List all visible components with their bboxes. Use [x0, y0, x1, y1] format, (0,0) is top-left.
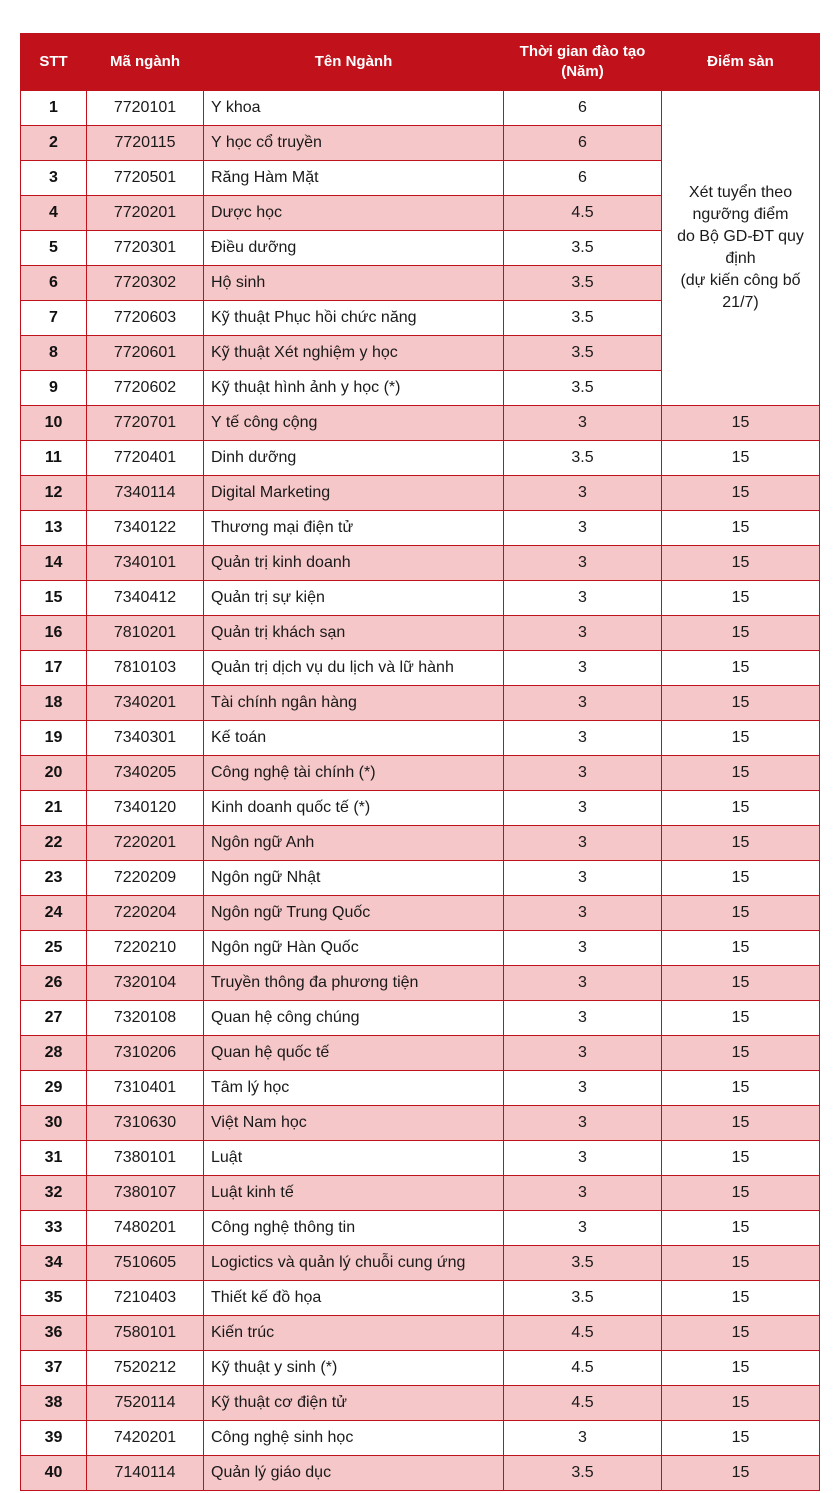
- cell-code: 7340122: [87, 511, 204, 546]
- cell-stt: 24: [21, 896, 87, 931]
- cell-name: Y tế công cộng: [204, 406, 504, 441]
- cell-name: Digital Marketing: [204, 476, 504, 511]
- cell-stt: 8: [21, 336, 87, 371]
- cell-code: 7720115: [87, 126, 204, 161]
- cell-code: 7340201: [87, 686, 204, 721]
- cell-name: Điều dưỡng: [204, 231, 504, 266]
- cell-name: Tài chính ngân hàng: [204, 686, 504, 721]
- cell-score: 15: [662, 1281, 820, 1316]
- table-row: [21, 511, 820, 546]
- cell-score: 15: [662, 931, 820, 966]
- cell-score: 15: [662, 966, 820, 1001]
- note-line: Xét tuyển theo: [688, 184, 793, 201]
- cell-stt: 30: [21, 1106, 87, 1141]
- cell-score: 15: [662, 616, 820, 651]
- cell-stt: 33: [21, 1211, 87, 1246]
- cell-score: 15: [662, 1211, 820, 1246]
- cell-years: 3: [504, 826, 662, 861]
- cell-years: 3: [504, 1211, 662, 1246]
- cell-years: 6: [504, 126, 662, 161]
- cell-stt: 2: [21, 126, 87, 161]
- table-row: [21, 966, 820, 1001]
- cell-name: Y khoa: [204, 91, 504, 126]
- cell-stt: 1: [21, 91, 87, 126]
- table-row: [21, 931, 820, 966]
- cell-code: 7720602: [87, 371, 204, 406]
- table-row: [21, 896, 820, 931]
- cell-code: 7340114: [87, 476, 204, 511]
- cell-name: Luật: [204, 1141, 504, 1176]
- cell-code: 7220209: [87, 861, 204, 896]
- cell-years: 3: [504, 756, 662, 791]
- cell-stt: 32: [21, 1176, 87, 1211]
- cell-code: 7220204: [87, 896, 204, 931]
- header-duration: [504, 34, 662, 91]
- cell-code: 7720302: [87, 266, 204, 301]
- table-row: [21, 721, 820, 756]
- table-header: [21, 34, 820, 91]
- cell-code: 7720401: [87, 441, 204, 476]
- admission-table-container: [20, 33, 819, 1491]
- cell-name: Công nghệ sinh học: [204, 1421, 504, 1456]
- table-row: [21, 1351, 820, 1386]
- cell-name: Luật kinh tế: [204, 1176, 504, 1211]
- table-row: [21, 1001, 820, 1036]
- cell-years: 3: [504, 1036, 662, 1071]
- cell-years: 3: [504, 651, 662, 686]
- cell-code: 7340412: [87, 581, 204, 616]
- cell-code: 7720201: [87, 196, 204, 231]
- cell-score: 15: [662, 686, 820, 721]
- cell-years: 3: [504, 1141, 662, 1176]
- note-line: (dự kiến công bố: [680, 272, 801, 289]
- cell-name: Quan hệ công chúng: [204, 1001, 504, 1036]
- cell-code: 7810201: [87, 616, 204, 651]
- cell-stt: 38: [21, 1386, 87, 1421]
- header-name: Tên Ngành: [204, 34, 504, 91]
- cell-code: 7140114: [87, 1456, 204, 1491]
- table-row: [21, 651, 820, 686]
- cell-name: Ngôn ngữ Hàn Quốc: [204, 931, 504, 966]
- cell-stt: 18: [21, 686, 87, 721]
- table-row: [21, 686, 820, 721]
- cell-stt: 16: [21, 616, 87, 651]
- cell-years: 3.5: [504, 336, 662, 371]
- header-duration-line2: (Năm): [561, 63, 604, 80]
- cell-name: Dược học: [204, 196, 504, 231]
- note-line: định: [725, 250, 756, 267]
- cell-name: Hộ sinh: [204, 266, 504, 301]
- header-score: Điểm sàn: [662, 34, 820, 91]
- cell-name: Răng Hàm Mặt: [204, 161, 504, 196]
- cell-score: 15: [662, 476, 820, 511]
- cell-years: 3: [504, 931, 662, 966]
- cell-score: 15: [662, 721, 820, 756]
- cell-years: 3: [504, 1001, 662, 1036]
- cell-years: 3.5: [504, 441, 662, 476]
- table-row: [21, 1106, 820, 1141]
- table-row: [21, 1386, 820, 1421]
- cell-name: Kỹ thuật hình ảnh y học (*): [204, 371, 504, 406]
- table-row: [21, 581, 820, 616]
- table-row: [21, 616, 820, 651]
- cell-code: 7320104: [87, 966, 204, 1001]
- cell-name: Kế toán: [204, 721, 504, 756]
- cell-score: 15: [662, 441, 820, 476]
- cell-years: 3: [504, 1106, 662, 1141]
- cell-years: 6: [504, 161, 662, 196]
- cell-years: 4.5: [504, 1351, 662, 1386]
- cell-stt: 34: [21, 1246, 87, 1281]
- note-line: ngưỡng điểm: [692, 206, 789, 223]
- cell-score: 15: [662, 581, 820, 616]
- table-row: [21, 756, 820, 791]
- cell-name: Y học cổ truyền: [204, 126, 504, 161]
- cell-years: 4.5: [504, 1386, 662, 1421]
- table-row: [21, 1281, 820, 1316]
- cell-name: Logictics và quản lý chuỗi cung ứng: [204, 1246, 504, 1281]
- cell-name: Quản trị khách sạn: [204, 616, 504, 651]
- cell-stt: 25: [21, 931, 87, 966]
- cell-score: 15: [662, 1036, 820, 1071]
- cell-score: 15: [662, 1316, 820, 1351]
- cell-stt: 35: [21, 1281, 87, 1316]
- table-row: [21, 1246, 820, 1281]
- cell-stt: 28: [21, 1036, 87, 1071]
- cell-score: 15: [662, 896, 820, 931]
- cell-score: 15: [662, 791, 820, 826]
- cell-code: 7210403: [87, 1281, 204, 1316]
- cell-years: 3: [504, 791, 662, 826]
- cell-years: 3: [504, 511, 662, 546]
- cell-name: Việt Nam học: [204, 1106, 504, 1141]
- cell-years: 3.5: [504, 266, 662, 301]
- cell-code: 7480201: [87, 1211, 204, 1246]
- cell-name: Dinh dưỡng: [204, 441, 504, 476]
- cell-name: Quản trị kinh doanh: [204, 546, 504, 581]
- cell-stt: 10: [21, 406, 87, 441]
- cell-score: 15: [662, 1246, 820, 1281]
- cell-stt: 7: [21, 301, 87, 336]
- cell-score: 15: [662, 756, 820, 791]
- cell-stt: 17: [21, 651, 87, 686]
- cell-code: 7340120: [87, 791, 204, 826]
- cell-code: 7720501: [87, 161, 204, 196]
- cell-code: 7720101: [87, 91, 204, 126]
- cell-years: 3: [504, 721, 662, 756]
- table-row: [21, 1316, 820, 1351]
- admission-table: [20, 33, 820, 1491]
- cell-name: Công nghệ tài chính (*): [204, 756, 504, 791]
- cell-name: Tâm lý học: [204, 1071, 504, 1106]
- cell-stt: 23: [21, 861, 87, 896]
- cell-score: 15: [662, 1456, 820, 1491]
- cell-code: 7380107: [87, 1176, 204, 1211]
- cell-score: 15: [662, 1176, 820, 1211]
- cell-score: 15: [662, 511, 820, 546]
- header-stt: STT: [21, 34, 87, 91]
- cell-code: 7220201: [87, 826, 204, 861]
- cell-stt: 40: [21, 1456, 87, 1491]
- cell-stt: 15: [21, 581, 87, 616]
- cell-code: 7310206: [87, 1036, 204, 1071]
- cell-years: 6: [504, 91, 662, 126]
- cell-code: 7340301: [87, 721, 204, 756]
- cell-code: 7510605: [87, 1246, 204, 1281]
- cell-score: 15: [662, 406, 820, 441]
- cell-name: Quan hệ quốc tế: [204, 1036, 504, 1071]
- cell-years: 3: [504, 861, 662, 896]
- cell-name: Ngôn ngữ Anh: [204, 826, 504, 861]
- cell-score: 15: [662, 1141, 820, 1176]
- cell-code: 7220210: [87, 931, 204, 966]
- cell-code: 7340101: [87, 546, 204, 581]
- cell-years: 3: [504, 1176, 662, 1211]
- cell-stt: 39: [21, 1421, 87, 1456]
- cell-years: 3.5: [504, 301, 662, 336]
- cell-stt: 14: [21, 546, 87, 581]
- cell-code: 7720601: [87, 336, 204, 371]
- cell-code: 7320108: [87, 1001, 204, 1036]
- table-body: [21, 91, 820, 1491]
- cell-years: 3.5: [504, 231, 662, 266]
- cell-name: Quản trị dịch vụ du lịch và lữ hành: [204, 651, 504, 686]
- note-line: 21/7): [722, 294, 759, 311]
- cell-years: 3: [504, 1421, 662, 1456]
- table-row: [21, 1036, 820, 1071]
- cell-stt: 21: [21, 791, 87, 826]
- cell-name: Ngôn ngữ Nhật: [204, 861, 504, 896]
- cell-stt: 36: [21, 1316, 87, 1351]
- cell-code: 7310401: [87, 1071, 204, 1106]
- table-row: [21, 546, 820, 581]
- cell-code: 7720701: [87, 406, 204, 441]
- cell-name: Truyền thông đa phương tiện: [204, 966, 504, 1001]
- merged-score-note: [662, 91, 820, 406]
- cell-stt: 6: [21, 266, 87, 301]
- cell-years: 3.5: [504, 1246, 662, 1281]
- cell-years: 3: [504, 686, 662, 721]
- cell-name: Ngôn ngữ Trung Quốc: [204, 896, 504, 931]
- cell-score: 15: [662, 826, 820, 861]
- cell-code: 7340205: [87, 756, 204, 791]
- cell-stt: 5: [21, 231, 87, 266]
- cell-stt: 22: [21, 826, 87, 861]
- cell-years: 3: [504, 476, 662, 511]
- cell-code: 7720301: [87, 231, 204, 266]
- cell-name: Kiến trúc: [204, 1316, 504, 1351]
- cell-score: 15: [662, 1386, 820, 1421]
- table-row: [21, 861, 820, 896]
- cell-score: 15: [662, 651, 820, 686]
- cell-score: 15: [662, 1071, 820, 1106]
- cell-score: 15: [662, 1421, 820, 1456]
- cell-name: Kỹ thuật y sinh (*): [204, 1351, 504, 1386]
- table-row: [21, 1141, 820, 1176]
- table-row: [21, 406, 820, 441]
- cell-score: 15: [662, 546, 820, 581]
- header-row: [21, 34, 820, 91]
- cell-code: 7310630: [87, 1106, 204, 1141]
- cell-stt: 31: [21, 1141, 87, 1176]
- table-row: [21, 1421, 820, 1456]
- cell-code: 7720603: [87, 301, 204, 336]
- header-code: Mã ngành: [87, 34, 204, 91]
- cell-code: 7810103: [87, 651, 204, 686]
- table-row: [21, 1071, 820, 1106]
- cell-stt: 37: [21, 1351, 87, 1386]
- table-row: [21, 91, 820, 126]
- cell-years: 3: [504, 581, 662, 616]
- table-row: [21, 826, 820, 861]
- cell-stt: 12: [21, 476, 87, 511]
- cell-stt: 9: [21, 371, 87, 406]
- cell-years: 3: [504, 966, 662, 1001]
- cell-years: 4.5: [504, 1316, 662, 1351]
- cell-name: Kỹ thuật cơ điện tử: [204, 1386, 504, 1421]
- cell-years: 4.5: [504, 196, 662, 231]
- cell-stt: 13: [21, 511, 87, 546]
- cell-stt: 26: [21, 966, 87, 1001]
- table-row: [21, 791, 820, 826]
- cell-name: Kỹ thuật Phục hồi chức năng: [204, 301, 504, 336]
- note-line: do Bộ GD-ĐT quy: [677, 228, 804, 245]
- cell-name: Kỹ thuật Xét nghiệm y học: [204, 336, 504, 371]
- cell-code: 7520114: [87, 1386, 204, 1421]
- cell-score: 15: [662, 1106, 820, 1141]
- cell-code: 7520212: [87, 1351, 204, 1386]
- cell-name: Quản lý giáo dục: [204, 1456, 504, 1491]
- cell-years: 3: [504, 1071, 662, 1106]
- cell-score: 15: [662, 861, 820, 896]
- cell-stt: 4: [21, 196, 87, 231]
- cell-score: 15: [662, 1351, 820, 1386]
- cell-stt: 20: [21, 756, 87, 791]
- table-row: [21, 1456, 820, 1491]
- table-row: [21, 1176, 820, 1211]
- cell-name: Thiết kế đồ họa: [204, 1281, 504, 1316]
- table-row: [21, 1211, 820, 1246]
- cell-years: 3.5: [504, 1281, 662, 1316]
- cell-years: 3.5: [504, 1456, 662, 1491]
- cell-years: 3: [504, 896, 662, 931]
- cell-years: 3: [504, 406, 662, 441]
- cell-stt: 29: [21, 1071, 87, 1106]
- cell-years: 3: [504, 616, 662, 651]
- header-duration-line1: Thời gian đào tạo: [519, 43, 646, 60]
- cell-score: 15: [662, 1001, 820, 1036]
- cell-years: 3: [504, 546, 662, 581]
- cell-years: 3.5: [504, 371, 662, 406]
- cell-name: Kinh doanh quốc tế (*): [204, 791, 504, 826]
- cell-stt: 11: [21, 441, 87, 476]
- cell-stt: 27: [21, 1001, 87, 1036]
- cell-name: Quản trị sự kiện: [204, 581, 504, 616]
- cell-code: 7380101: [87, 1141, 204, 1176]
- table-row: [21, 476, 820, 511]
- cell-name: Công nghệ thông tin: [204, 1211, 504, 1246]
- cell-stt: 3: [21, 161, 87, 196]
- cell-code: 7420201: [87, 1421, 204, 1456]
- cell-name: Thương mại điện tử: [204, 511, 504, 546]
- cell-stt: 19: [21, 721, 87, 756]
- table-row: [21, 441, 820, 476]
- cell-code: 7580101: [87, 1316, 204, 1351]
